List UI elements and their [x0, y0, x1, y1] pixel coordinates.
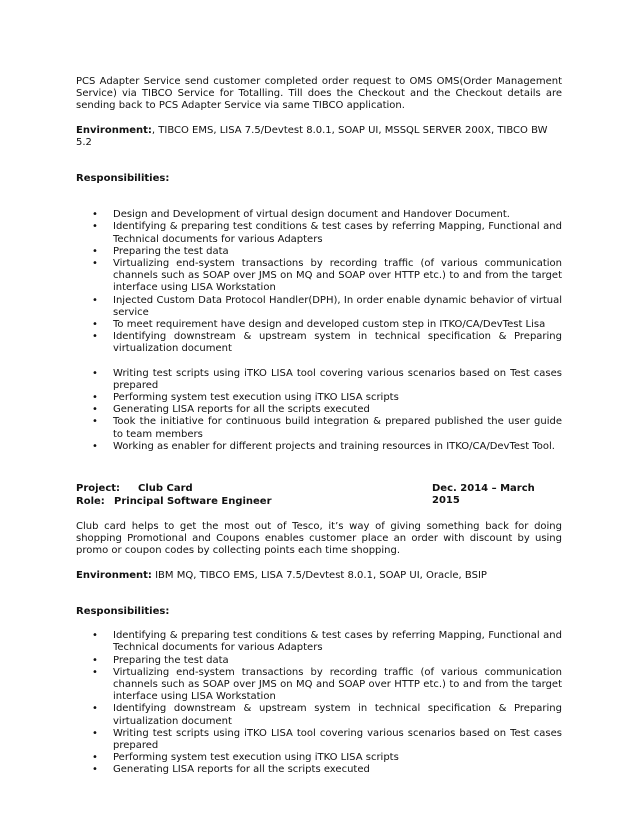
- responsibilities-list: [76, 209, 562, 355]
- responsibilities-list-continued: [76, 368, 562, 453]
- project-label: Project:: [76, 483, 121, 495]
- list-item: • To meet requirement have design and developed custom step in ITKO/CA/DevTest Lisa: [76, 319, 562, 331]
- list-item: • Preparing the test data: [76, 655, 562, 667]
- list-item: • Injected Custom Data Protocol Handler(DPH), In order enable dynamic behavior of virtual service: [76, 295, 562, 319]
- role-line: [76, 496, 562, 509]
- list-item: • Identifying downstream & upstream system in technical specification & Preparing virtualization document: [76, 331, 562, 355]
- role-label: Role:: [76, 496, 105, 508]
- list-item: • Virtualizing end-system transactions by recording traffic (of various communication channels such as SOAP over JMS on MQ and SOAP over HTTP etc.) to and from the target interface using LISA Workstation: [76, 258, 562, 295]
- list-item: • Generating LISA reports for all the scripts executed: [76, 404, 562, 416]
- list-item: • Identifying & preparing test conditions & test cases by referring Mapping, Functional and Technical documents for various Adapters: [76, 221, 562, 245]
- list-item: • Writing test scripts using iTKO LISA tool covering various scenarios based on Test cases prepared: [76, 728, 562, 752]
- project-name: Club Card: [138, 483, 193, 495]
- list-item: • Design and Development of virtual design document and Handover Document.: [76, 209, 562, 221]
- list-item: • Identifying & preparing test conditions & test cases by referring Mapping, Functional and Technical documents for various Adapters: [76, 630, 562, 654]
- environment-label: Environment:: [76, 569, 152, 581]
- project-responsibilities-heading: Responsibilities:: [76, 605, 170, 617]
- list-item: • Preparing the test data: [76, 246, 562, 258]
- list-item: • Generating LISA reports for all the scripts executed: [76, 764, 562, 776]
- project-responsibilities-list: [76, 630, 562, 776]
- role-value: Principal Software Engineer: [114, 496, 272, 508]
- project-description: Club card helps to get the most out of Tesco, it’s way of giving something back for doing shopping Promotional and Coupons enables customer place an order with discount by using promo or coupon codes by collecting points each time shopping.: [76, 521, 562, 557]
- list-item: • Writing test scripts using iTKO LISA tool covering various scenarios based on Test cases prepared: [76, 368, 562, 392]
- resume-page: [76, 76, 562, 777]
- environment-value: , TIBCO EMS, LISA 7.5/Devtest 8.0.1, SOAP UI, MSSQL SERVER 200X, TIBCO BW 5.2: [76, 124, 548, 148]
- environment-value: IBM MQ, TIBCO EMS, LISA 7.5/Devtest 8.0.1, SOAP UI, Oracle, BSIP: [151, 569, 487, 581]
- list-item: • Performing system test execution using iTKO LISA scripts: [76, 392, 562, 404]
- intro-paragraph: PCS Adapter Service send customer completed order request to OMS OMS(Order Management Service) via TIBCO Service for Totalling. Till does the Checkout and the Checkout details are sending back to PCS Adapter Service via same TIBCO application.: [76, 76, 562, 112]
- list-item: • Took the initiative for continuous build integration & prepared published the user guide to team members: [76, 416, 562, 440]
- list-item: • Performing system test execution using iTKO LISA scripts: [76, 752, 562, 764]
- list-item: • Virtualizing end-system transactions by recording traffic (of various communication channels such as SOAP over JMS on MQ and SOAP over HTTP etc.) to and from the target interface using LISA Workstation: [76, 667, 562, 704]
- list-item: • Identifying downstream & upstream system in technical specification & Preparing virtualization document: [76, 703, 562, 727]
- list-item: • Working as enabler for different projects and training resources in ITKO/CA/DevTest Tool.: [76, 441, 562, 453]
- environment-line: [76, 125, 562, 149]
- responsibilities-heading: Responsibilities:: [76, 173, 170, 185]
- project-dates: Dec. 2014 – March 2015: [432, 483, 535, 507]
- environment-label: Environment:: [76, 124, 152, 136]
- project-environment-line: [76, 570, 562, 582]
